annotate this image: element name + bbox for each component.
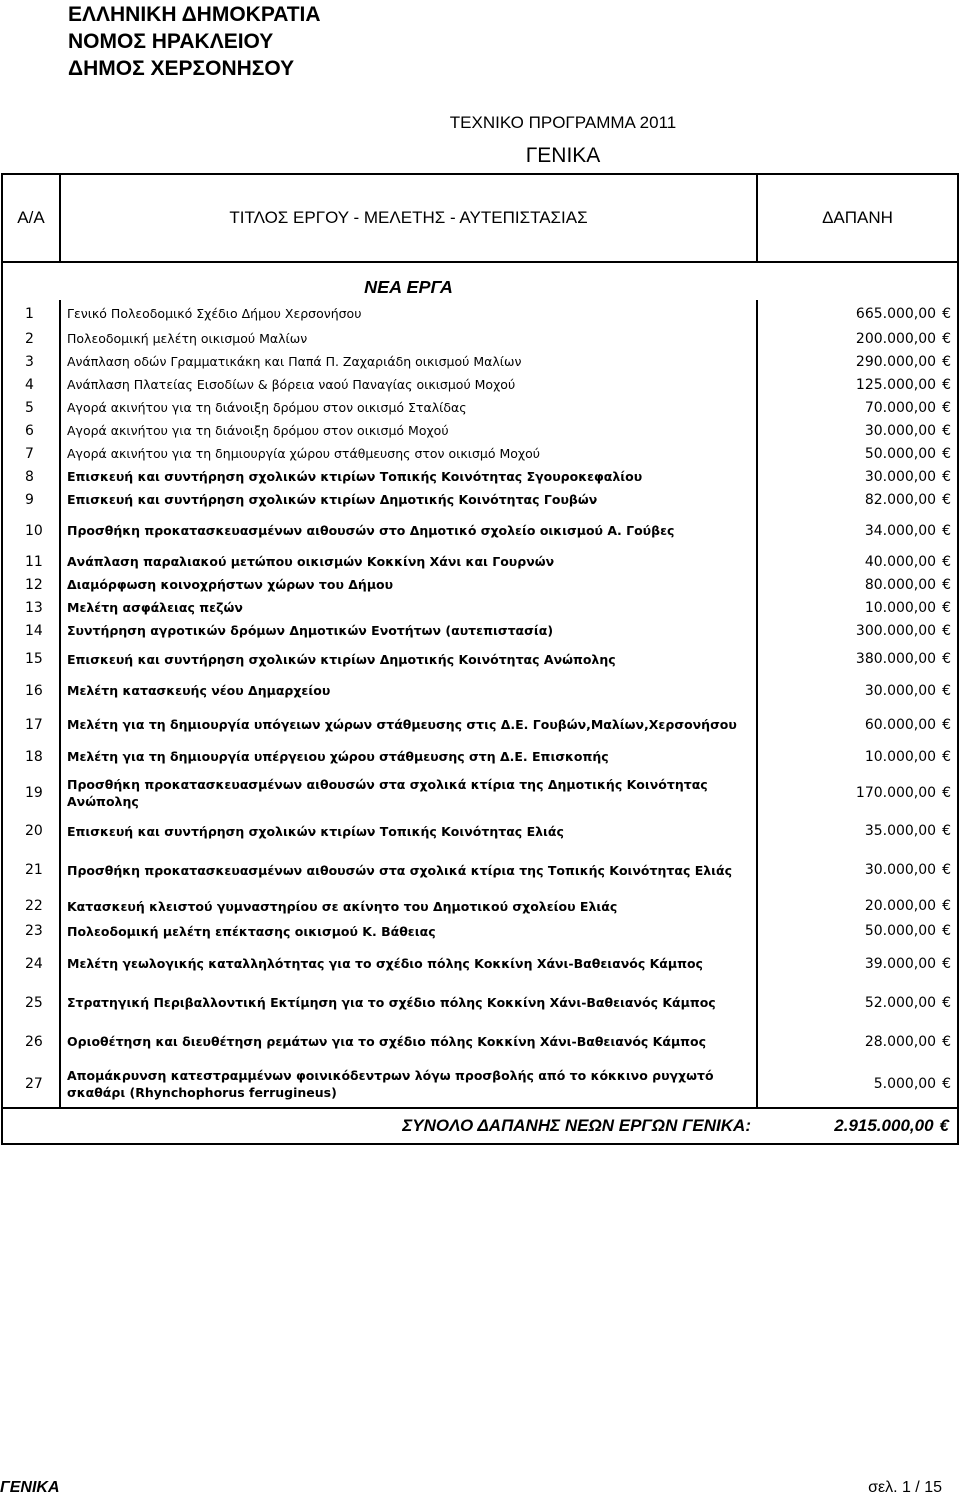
row-title: Απομάκρυνση κατεστραμμένων φοινικόδεντρων λόγω προσβολής από το κόκκινο ρυγχωτό σκαθάρι (Rhynchophorus ferrugineus): [60, 1061, 757, 1108]
row-cost: 170.000,00: [855, 784, 937, 801]
euro-symbol: €: [942, 923, 951, 939]
table-row: [2, 300, 958, 327]
euro-symbol: €: [942, 353, 951, 370]
euro-symbol: €: [942, 468, 951, 485]
euro-symbol: €: [942, 399, 951, 416]
euro-symbol: €: [942, 955, 951, 972]
row-number: 26: [2, 1022, 60, 1061]
total-value-cell: [757, 1108, 958, 1144]
euro-symbol: €: [942, 491, 951, 508]
row-title: Στρατηγική Περιβαλλοντική Εκτίμηση για το σχέδιο πόλης Κοκκίνη Χάνι-Βαθειανός Κάμπος: [60, 983, 757, 1022]
euro-symbol: €: [942, 330, 951, 347]
program-title: ΤΕΧΝΙΚΟ ΠΡΟΓΡΑΜΜΑ 2011: [449, 113, 677, 132]
row-cost-cell: [757, 419, 958, 442]
table-row: [2, 327, 958, 350]
row-title: Μελέτη για τη δημιουργία υπέργειου χώρου στάθμευσης στη Δ.Ε. Επισκοπής: [60, 744, 757, 769]
total-row: [2, 1108, 958, 1144]
row-cost: 82.000,00: [864, 491, 937, 508]
row-cost-cell: [757, 596, 958, 619]
euro-symbol: €: [942, 422, 951, 439]
table-row: [2, 619, 958, 642]
row-number: 6: [2, 419, 60, 442]
row-title: Διαμόρφωση κοινοχρήστων χώρων του Δήμου: [60, 573, 757, 596]
euro-symbol: €: [942, 376, 951, 393]
row-cost-cell: [757, 744, 958, 769]
row-cost: 28.000,00: [864, 1033, 937, 1050]
header-municipality: ΔΗΜΟΣ ΧΕΡΣΟΝΗΣΟΥ: [68, 57, 295, 80]
row-cost: 35.000,00: [864, 823, 937, 839]
row-title: Μελέτη κατασκευής νέου Δημαρχείου: [60, 676, 757, 705]
euro-symbol: €: [942, 622, 951, 639]
row-title: Αγορά ακινήτου για τη διάνοιξη δρόμου στον οικισμό Μοχού: [60, 419, 757, 442]
row-title: Μελέτη ασφάλειας πεζών: [60, 596, 757, 619]
table-row: [2, 465, 958, 488]
table-row: [2, 816, 958, 846]
row-cost-cell: [757, 983, 958, 1022]
euro-symbol: €: [942, 553, 951, 570]
table-row: [2, 769, 958, 816]
euro-symbol: €: [942, 898, 951, 914]
table-row: [2, 1061, 958, 1108]
euro-symbol: €: [942, 682, 951, 699]
table-row: [2, 550, 958, 573]
row-number: 8: [2, 465, 60, 488]
table-row: [2, 511, 958, 550]
header-prefecture: ΝΟΜΟΣ ΗΡΑΚΛΕΙΟΥ: [68, 30, 274, 53]
row-cost: 30.000,00: [864, 422, 937, 439]
euro-symbol: €: [942, 862, 951, 878]
row-cost-cell: [757, 1061, 958, 1108]
row-number: 5: [2, 396, 60, 419]
row-number: 12: [2, 573, 60, 596]
row-cost: 5.000,00: [873, 1076, 937, 1092]
row-number: 25: [2, 983, 60, 1022]
table-row: [2, 1022, 958, 1061]
row-title: Μελέτη για τη δημιουργία υπόγειων χώρων στάθμευσης στις Δ.Ε. Γουβών,Μαλίων,Χερσονήσου: [60, 705, 757, 744]
row-cost-cell: [757, 327, 958, 350]
euro-symbol: €: [942, 445, 951, 462]
row-number: 4: [2, 373, 60, 396]
row-cost: 39.000,00: [864, 955, 937, 972]
row-number: 9: [2, 488, 60, 511]
row-number: 7: [2, 442, 60, 465]
table-row: [2, 744, 958, 769]
row-cost-cell: [757, 676, 958, 705]
row-title: Ανάπλαση Πλατείας Εισοδίων & βόρεια ναού Παναγίας οικισμού Μοχού: [60, 373, 757, 396]
euro-symbol: €: [942, 823, 951, 839]
column-header-cost: ΔΑΠΑΝΗ: [757, 174, 958, 262]
table-row: [2, 846, 958, 894]
row-cost: 40.000,00: [864, 553, 937, 570]
row-title: Οριοθέτηση και διευθέτηση ρεμάτων για το σχέδιο πόλης Κοκκίνη Χάνι-Βαθειανός Κάμπος: [60, 1022, 757, 1061]
row-cost-cell: [757, 642, 958, 676]
row-cost-cell: [757, 769, 958, 816]
euro-symbol: €: [942, 576, 951, 593]
row-number: 15: [2, 642, 60, 676]
row-cost: 200.000,00: [855, 330, 937, 347]
row-title: Αγορά ακινήτου για τη δημιουργία χώρου στάθμευσης στον οικισμό Μοχού: [60, 442, 757, 465]
table-row: [2, 642, 958, 676]
row-cost-cell: [757, 550, 958, 573]
euro-symbol: €: [942, 1076, 951, 1092]
table-row: [2, 983, 958, 1022]
row-cost: 52.000,00: [864, 994, 937, 1011]
row-title: Ανάπλαση οδών Γραμματικάκη και Παπά Π. Ζαχαριάδη οικισμού Μαλίων: [60, 350, 757, 373]
row-cost-cell: [757, 442, 958, 465]
row-title: Επισκευή και συντήρηση σχολικών κτιρίων Δημοτικής Κοινότητας Ανώπολης: [60, 642, 757, 676]
euro-symbol: €: [942, 522, 951, 539]
row-number: 16: [2, 676, 60, 705]
row-cost: 10.000,00: [864, 599, 937, 616]
row-cost-cell: [757, 300, 958, 327]
row-cost-cell: [757, 816, 958, 846]
projects-table: [1, 173, 959, 1145]
table-row: [2, 676, 958, 705]
row-title: Ανάπλαση παραλιακού μετώπου οικισμών Κοκκίνη Χάνι και Γουρνών: [60, 550, 757, 573]
row-cost-cell: [757, 350, 958, 373]
table-row: [2, 442, 958, 465]
row-cost: 50.000,00: [864, 445, 937, 462]
row-number: 10: [2, 511, 60, 550]
table-row: [2, 419, 958, 442]
euro-symbol: €: [939, 1116, 949, 1135]
row-number: 17: [2, 705, 60, 744]
table-row: [2, 705, 958, 744]
row-cost-cell: [757, 573, 958, 596]
row-cost: 70.000,00: [864, 399, 937, 416]
row-title: Επισκευή και συντήρηση σχολικών κτιρίων Δημοτικής Κοινότητας Γουβών: [60, 488, 757, 511]
row-number: 24: [2, 944, 60, 983]
row-cost-cell: [757, 705, 958, 744]
group-label: ΝΕΑ ΕΡΓΑ: [60, 262, 757, 300]
total-label: ΣΥΝΟΛΟ ΔΑΠΑΝΗΣ ΝΕΩΝ ΕΡΓΩΝ ΓΕΝΙΚΑ:: [60, 1108, 757, 1144]
section-title: ΓΕΝΙΚΑ: [525, 144, 601, 167]
row-cost: 30.000,00: [864, 862, 937, 878]
total-value: 2.915.000,00: [834, 1116, 934, 1135]
table-header-row: [2, 174, 958, 262]
row-number: 20: [2, 816, 60, 846]
row-number: 13: [2, 596, 60, 619]
row-cost-cell: [757, 373, 958, 396]
table-row: [2, 373, 958, 396]
row-cost: 20.000,00: [864, 898, 937, 914]
row-title: Κατασκευή κλειστού γυμναστηρίου σε ακίνητο του Δημοτικού σχολείου Ελιάς: [60, 894, 757, 918]
row-cost-cell: [757, 396, 958, 419]
row-cost-cell: [757, 488, 958, 511]
row-cost: 125.000,00: [855, 376, 937, 393]
euro-symbol: €: [942, 651, 951, 667]
euro-symbol: €: [942, 748, 951, 765]
row-cost: 60.000,00: [864, 716, 937, 733]
row-cost-cell: [757, 894, 958, 918]
row-title: Επισκευή και συντήρηση σχολικών κτιρίων Τοπικής Κοινότητας Σγουροκεφαλίου: [60, 465, 757, 488]
row-cost-cell: [757, 918, 958, 944]
row-number: 3: [2, 350, 60, 373]
row-cost-cell: [757, 1022, 958, 1061]
row-cost-cell: [757, 846, 958, 894]
row-number: 11: [2, 550, 60, 573]
group-header-row: [2, 262, 958, 300]
column-header-title: ΤΙΤΛΟΣ ΕΡΓΟΥ - ΜΕΛΕΤΗΣ - ΑΥΤΕΠΙΣΤΑΣΙΑΣ: [60, 174, 757, 262]
row-title: Συντήρηση αγροτικών δρόμων Δημοτικών Ενοτήτων (αυτεπιστασία): [60, 619, 757, 642]
table-row: [2, 596, 958, 619]
row-cost: 665.000,00: [855, 305, 937, 322]
table-row: [2, 488, 958, 511]
row-number: 1: [2, 300, 60, 327]
row-number: 27: [2, 1061, 60, 1108]
row-cost: 30.000,00: [864, 682, 937, 699]
row-number: 22: [2, 894, 60, 918]
row-cost: 380.000,00: [855, 651, 937, 667]
column-header-number: Α/Α: [2, 174, 60, 262]
row-cost-cell: [757, 619, 958, 642]
row-cost: 80.000,00: [864, 576, 937, 593]
row-title: Πολεοδομική μελέτη επέκτασης οικισμού Κ. Βάθειας: [60, 918, 757, 944]
row-cost-cell: [757, 944, 958, 983]
row-title: Προσθήκη προκατασκευασμένων αιθουσών στα σχολικά κτίρια της Δημοτικής Κοινότητας Ανώπολης: [60, 769, 757, 816]
row-title: Προσθήκη προκατασκευασμένων αιθουσών στα σχολικά κτίρια της Τοπικής Κοινότητας Ελιάς: [60, 846, 757, 894]
row-cost: 300.000,00: [855, 622, 937, 639]
table-row: [2, 944, 958, 983]
row-title: Επισκευή και συντήρηση σχολικών κτιρίων Τοπικής Κοινότητας Ελιάς: [60, 816, 757, 846]
row-title: Πολεοδομική μελέτη οικισμού Μαλίων: [60, 327, 757, 350]
row-title: Γενικό Πολεοδομικό Σχέδιο Δήμου Χερσονήσου: [60, 300, 757, 327]
row-cost: 30.000,00: [864, 468, 937, 485]
row-number: 18: [2, 744, 60, 769]
row-number: 14: [2, 619, 60, 642]
table-row: [2, 396, 958, 419]
euro-symbol: €: [942, 784, 951, 801]
footer-page-number: σελ. 1 / 15: [868, 1479, 942, 1496]
row-title: Μελέτη γεωλογικής καταλληλότητας για το σχέδιο πόλης Κοκκίνη Χάνι-Βαθειανός Κάμπος: [60, 944, 757, 983]
row-cost: 10.000,00: [864, 748, 937, 765]
table-row: [2, 573, 958, 596]
euro-symbol: €: [942, 599, 951, 616]
row-number: 19: [2, 769, 60, 816]
row-title: Αγορά ακινήτου για τη διάνοιξη δρόμου στον οικισμό Σταλίδας: [60, 396, 757, 419]
footer-section-label: ΓΕΝΙΚΑ: [0, 1479, 60, 1496]
table-row: [2, 350, 958, 373]
euro-symbol: €: [942, 1033, 951, 1050]
row-cost-cell: [757, 511, 958, 550]
header-republic: ΕΛΛΗΝΙΚΗ ΔΗΜΟΚΡΑΤΙΑ: [68, 3, 321, 26]
row-number: 23: [2, 918, 60, 944]
euro-symbol: €: [942, 305, 951, 322]
row-cost: 290.000,00: [855, 353, 937, 370]
row-cost: 50.000,00: [864, 923, 937, 939]
row-cost-cell: [757, 465, 958, 488]
euro-symbol: €: [942, 994, 951, 1011]
table-row: [2, 894, 958, 918]
row-number: 2: [2, 327, 60, 350]
table-row: [2, 918, 958, 944]
row-number: 21: [2, 846, 60, 894]
row-title: Προσθήκη προκατασκευασμένων αιθουσών στο Δημοτικό σχολείο οικισμού Α. Γούβες: [60, 511, 757, 550]
euro-symbol: €: [942, 716, 951, 733]
row-cost: 34.000,00: [864, 522, 937, 539]
